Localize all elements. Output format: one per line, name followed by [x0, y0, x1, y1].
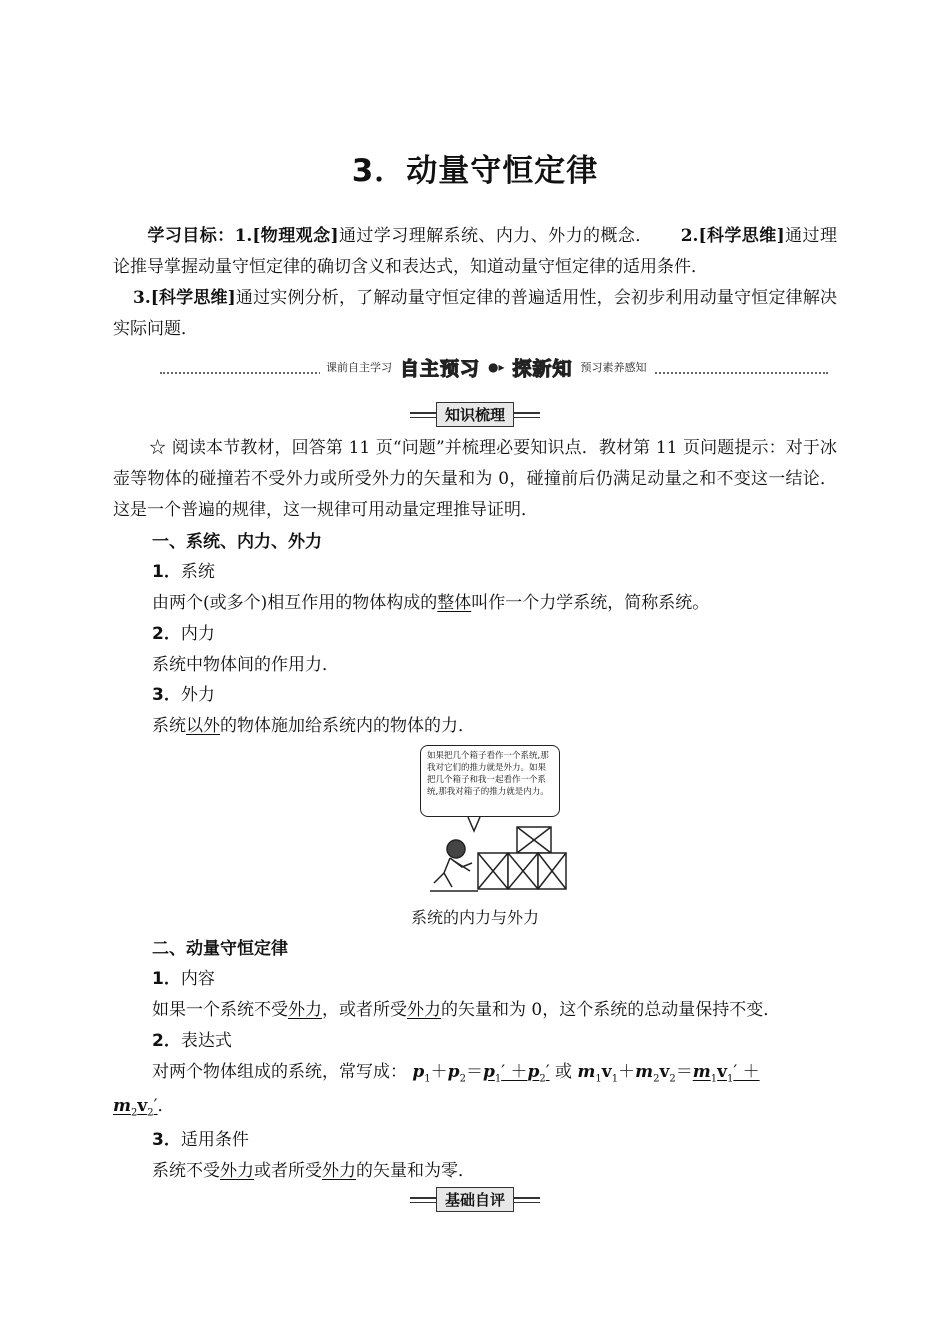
s2-i3-post: 的矢量和为零．	[356, 1161, 475, 1181]
s2-i2-pre: 对两个物体组成的系统，常写成：	[152, 1062, 407, 1082]
s2-item3-title: 适用条件	[180, 1130, 249, 1150]
s2-item3-text	[152, 1156, 475, 1181]
knowledge-tag-label: 知识梳理	[436, 402, 514, 427]
s2-item2-title: 表达式	[180, 1031, 232, 1051]
bubble-tail	[468, 817, 480, 831]
speech-bubble: 如果把几个箱子看作一个系统,那我对它们的推力就是外力。如果把几个箱子和我一起看作一个系统,那我对箱子的推力就是内力。	[420, 745, 560, 817]
s1-i1-post: 叫作一个力学系统，简称系统。	[471, 593, 710, 613]
objectives-label: 学习目标：	[147, 226, 235, 246]
s2-item1-title: 内容	[180, 969, 215, 989]
s1-i3-pre: 系统	[152, 716, 186, 736]
banner-right-label: 预习素养感知	[580, 361, 647, 374]
s1-item2-number: 2．	[152, 624, 181, 644]
s1-i1-underline: 整体	[437, 593, 472, 613]
self-assessment-tag-label: 基础自评	[436, 1187, 514, 1212]
s2-i3-mid: 或者所受	[254, 1161, 322, 1181]
s1-item3-heading	[152, 680, 215, 705]
banner-left-label: 课前自主学习	[326, 361, 392, 374]
s1-item1-heading	[152, 557, 215, 582]
s2-i3-pre: 系统不受	[152, 1161, 220, 1181]
section-banner	[160, 356, 828, 380]
objective-2-text: 通过理论推导掌握动量守恒定律的确切含义和表达式，知道动量守恒定律的适用条件．	[113, 226, 837, 277]
banner-arrow-icon: ●▸	[488, 360, 505, 374]
boy-pushing-boxes-figure	[420, 745, 568, 895]
s2-item2-text	[152, 1057, 760, 1084]
section-1-heading: 一、系统、内力、外力	[152, 532, 322, 552]
s2-item1-text	[152, 995, 780, 1020]
stacked-boxes	[478, 827, 566, 889]
s1-i1-pre: 由两个(或多个)相互作用的物体构成的	[152, 593, 438, 613]
s2-i3-u1: 外力	[220, 1161, 254, 1181]
s1-item2-text: 系统中物体间的作用力．	[152, 655, 339, 675]
s2-item3-number: 3．	[152, 1130, 181, 1150]
self-assessment-tag	[0, 1187, 950, 1212]
s1-i3-post: 的物体施加给系统内的物体的力．	[220, 716, 475, 736]
s2-i3-u2: 外力	[322, 1161, 356, 1181]
s1-item1-title: 系统	[180, 562, 215, 582]
s2-item1-heading	[152, 964, 215, 989]
intro-paragraph	[113, 433, 837, 526]
s2-item2-heading	[152, 1026, 232, 1051]
s2-i2-or: 或	[555, 1062, 573, 1082]
s2-i1-post: 的矢量和为 0，这个系统的总动量保持不变．	[441, 1000, 781, 1020]
s1-item1-number: 1．	[152, 562, 181, 582]
s2-i1-u1: 外力	[288, 1000, 322, 1020]
objective-1-text: 通过学习理解系统、内力、外力的概念．	[338, 226, 653, 246]
banner-title-1: 自主预习	[400, 357, 481, 380]
figure-drawing	[420, 745, 568, 895]
objective-2-tag: 2.[科学思维]	[680, 226, 785, 246]
s1-item2-title: 内力	[180, 624, 215, 644]
formula-continuation: $m_2v_2'$．	[113, 1096, 175, 1119]
boy-icon	[430, 840, 478, 891]
page-title: 3．动量守恒定律	[351, 153, 599, 189]
knowledge-tag	[0, 402, 950, 427]
objective-3-tag: 3.[科学思维]	[133, 288, 236, 308]
figure-caption: 系统的内力与外力	[410, 908, 539, 927]
objective-1-tag: 1.[物理观念]	[234, 226, 339, 246]
s1-item3-title: 外力	[180, 685, 215, 705]
section-2-heading: 二、动量守恒定律	[152, 939, 288, 959]
learning-objectives	[113, 221, 837, 345]
s2-i1-pre: 如果一个系统不受	[152, 1000, 288, 1020]
s2-item3-heading	[152, 1125, 249, 1150]
s1-i3-underline: 以外	[186, 716, 220, 736]
objective-3-text: 通过实例分析，了解动量守恒定律的普遍适用性，会初步利用动量守恒定律解决实际问题．	[113, 288, 837, 339]
formula-momentum: $p_1+p_2=p_1' +p_2'$	[412, 1062, 550, 1085]
s2-item1-number: 1．	[152, 969, 181, 989]
banner-title-2: 探新知	[512, 357, 573, 380]
s2-item2-number: 2．	[152, 1031, 181, 1051]
intro-text: ☆ 阅读本节教材，回答第 11 页“问题”并梳理必要知识点．教材第 11 页问题提示：对于冰壶等物体的碰撞若不受外力或所受外力的矢量和为 0，碰撞前后仍满足动量之和不变这一结论．这是一个普遍的规律，这一规律可用动量定理推导证明．	[113, 438, 837, 520]
formula-mass-velocity: $m_1v_1+m_2v_2=m_1v_1'$ ＋	[577, 1062, 760, 1085]
s2-i1-u2: 外力	[407, 1000, 441, 1020]
s1-item3-number: 3．	[152, 685, 181, 705]
s1-item3-text	[152, 711, 475, 736]
s1-item2-heading	[152, 619, 215, 644]
s2-i1-mid: ，或者所受	[322, 1000, 407, 1020]
s1-item1-text	[152, 588, 709, 613]
